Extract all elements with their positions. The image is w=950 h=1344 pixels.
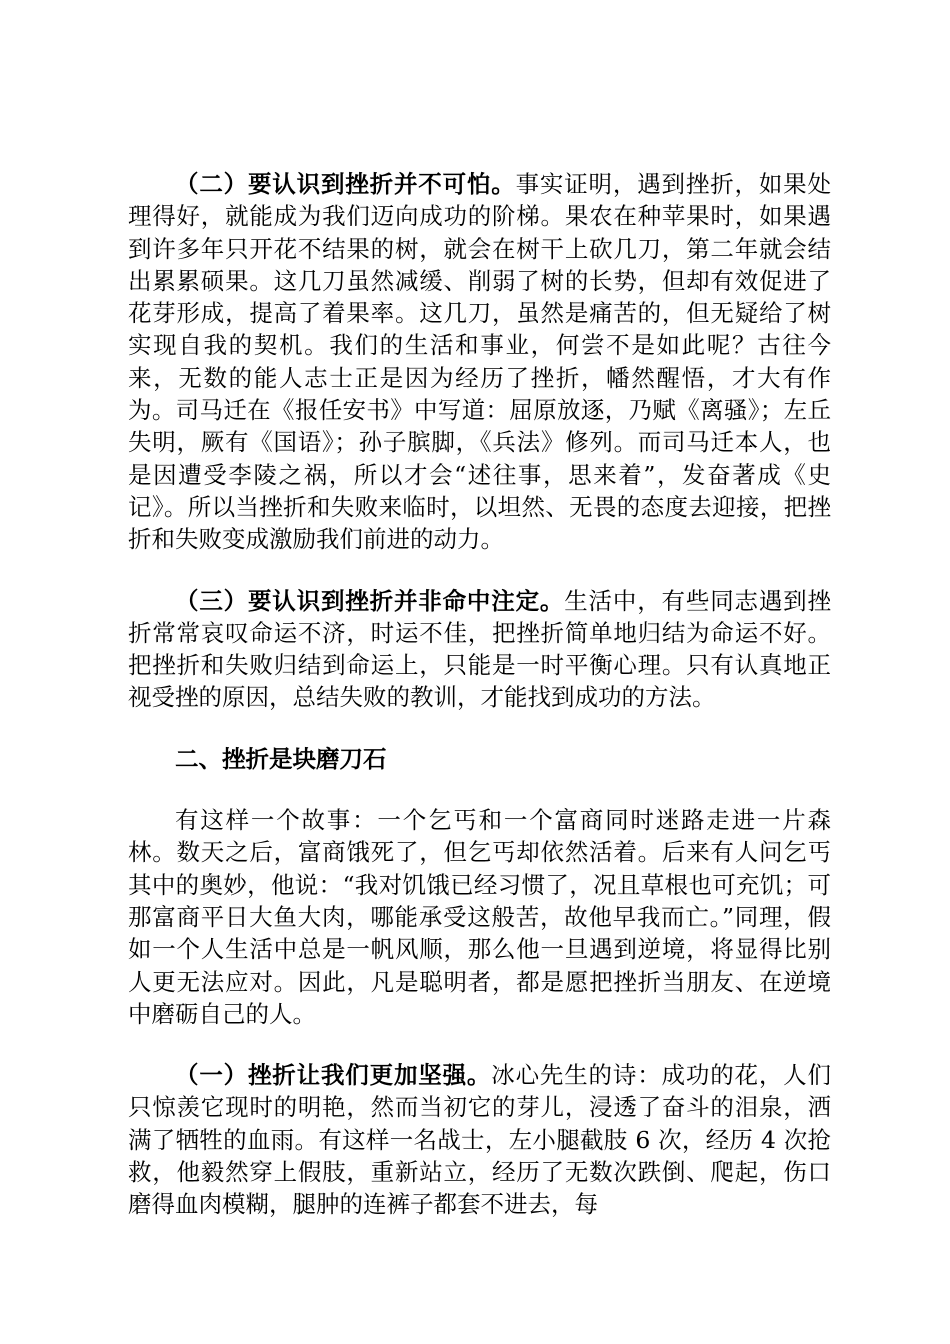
paragraph-section-3	[128, 585, 831, 714]
document-page	[128, 168, 831, 1250]
paragraph-section-1	[128, 1059, 831, 1220]
chapter-2-intro: 有这样一个故事：一个乞丐和一个富商同时迷路走进一片森林。数天之后，富商饿死了，但乞丐却依然活着。后来有人问乞丐其中的奥妙，他说：“我对饥饿已经习惯了，况且草根也可充饥；可那富商平日大鱼大肉，哪能承受这般苦，故他早我而亡。”同理，假如一个人生活中总是一帆风顺，那么他一旦遇到逆境，将显得比别人更无法应对。因此，凡是聪明者，都是愿把挫折当朋友、在逆境中磨砺自己的人。	[128, 806, 831, 1028]
section-1-text: 冰心先生的诗：成功的花，人们只惊羡它现时的明艳，然而当初它的芽儿，浸透了奋斗的泪泉，洒满了牺牲的血雨。有这样一名战士，左小腿截肢 6 次，经历 4 次抢救，他毅然穿上假肢，重新站立，经历了无数次跌倒、爬起，伤口磨得血肉模糊，腿肿的连裤子都套不进去，每	[128, 1061, 831, 1219]
section-3-text: 生活中，有些同志遇到挫折常常哀叹命运不济，时运不佳，把挫折简单地归结为命运不好。把挫折和失败归结到命运上，只能是一时平衡心理。只有认真地正视受挫的原因，总结失败的教训，才能找到成功的方法。	[128, 586, 832, 712]
section-2-heading: （二）要认识到挫折并不可怕。	[175, 170, 516, 198]
paragraph-section-2	[128, 168, 831, 556]
section-2-text: 事实证明，遇到挫折，如果处理得好，就能成为我们迈向成功的阶梯。果农在种苹果时，如果遇到许多年只开花不结果的树，就会在树干上砍几刀，第二年就会结出累累硕果。这几刀虽然减缓、削弱了树的长势，但却有效促进了花芽形成，提高了着果率。这几刀，虽然是痛苦的，但无疑给了树实现自我的契机。我们的生活和事业，何尝不是如此呢？古往今来，无数的能人志士正是因为经历了挫折，幡然醒悟，才大有作为。司马迁在《报任安书》中写道：屈原放逐，乃赋《离骚》；左丘失明，厥有《国语》；孙子膑脚，《兵法》修列。而司马迁本人，也是因遭受李陵之祸，所以才会“述往事，思来着”，发奋著成《史记》。所以当挫折和失败来临时，以坦然、无畏的态度去迎接，把挫折和失败变成激励我们前进的动力。	[128, 170, 832, 554]
chapter-2-heading: 二、挫折是块磨刀石	[175, 744, 387, 773]
section-1-heading: （一）挫折让我们更加坚强。	[175, 1061, 492, 1090]
section-3-heading: （三）要认识到挫折并非命中注定。	[175, 586, 565, 615]
